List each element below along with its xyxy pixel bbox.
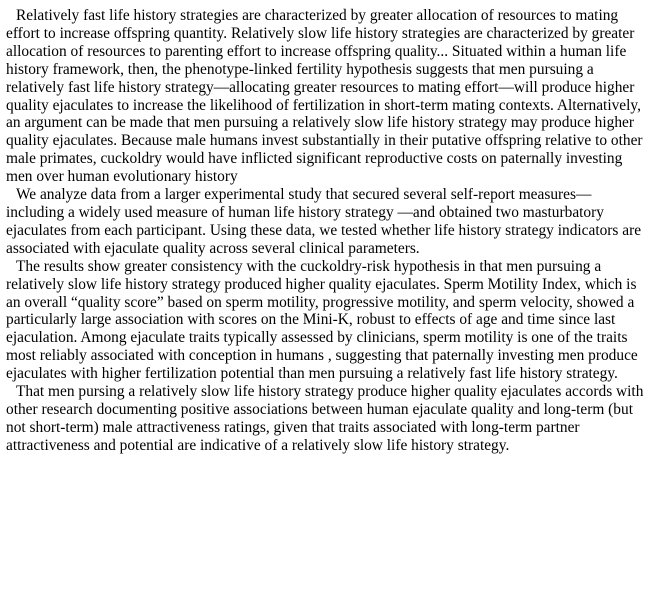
paragraph-results: The results show greater consistency with the cuckoldry-risk hypothesis in that men pursuing a relatively slow life history strategy produced higher quality ejaculates. Sperm Motility Index, which is an overall “quality score” based on sperm motility, progressive motility, and sperm velocity, showed a particularly large association with scores on the Mini-K, robust to effects of age and time since last ejaculation. Among ejaculate traits typically assessed by clinicians, sperm motility is one of the traits most reliably associated with conception in humans , suggesting that paternally investing men produce ejaculates with higher fertilization potential than men pursuing a relatively fast life history strategy. [6, 257, 638, 383]
paragraph-conclusion: That men pursing a relatively slow life history strategy produce higher quality ejaculates accords with other research documenting positive associations between human ejaculate quality and long-term (but not short-term) male attractiveness ratings, given that traits associated with long-term partner attractiveness and potential are indicative of a relatively slow life history strategy. [6, 383, 644, 454]
paragraph-life-history-background: Relatively fast life history strategies are characterized by greater allocation of resources to mating effort to increase offspring quantity. Relatively slow life history strategies are characterized by greater allocation of resources to parenting effort to increase offspring quality... Situated within a human life history framework, then, the phenotype-linked fertility hypothesis suggests that men pursuing a relatively fast life history strategy—allocating greater resources to mating effort—will produce higher quality ejaculates to increase the likelihood of fertilization in short-term mating contexts. Alternatively, an argument can be made that men pursuing a relatively slow life history strategy may produce higher quality ejaculates. Because male humans invest substantially in their putative offspring relative to other male primates, cuckoldry would have inflicted significant reproductive costs on paternally investing men over human evolutionary history [6, 7, 643, 186]
paragraph-study-method: We analyze data from a larger experimental study that secured several self-report measures—including a widely used measure of human life history strategy —and obtained two masturbatory ejaculates from each participant. Using these data, we tested whether life history strategy indicators are associated with ejaculate quality across several clinical parameters. [6, 186, 642, 257]
